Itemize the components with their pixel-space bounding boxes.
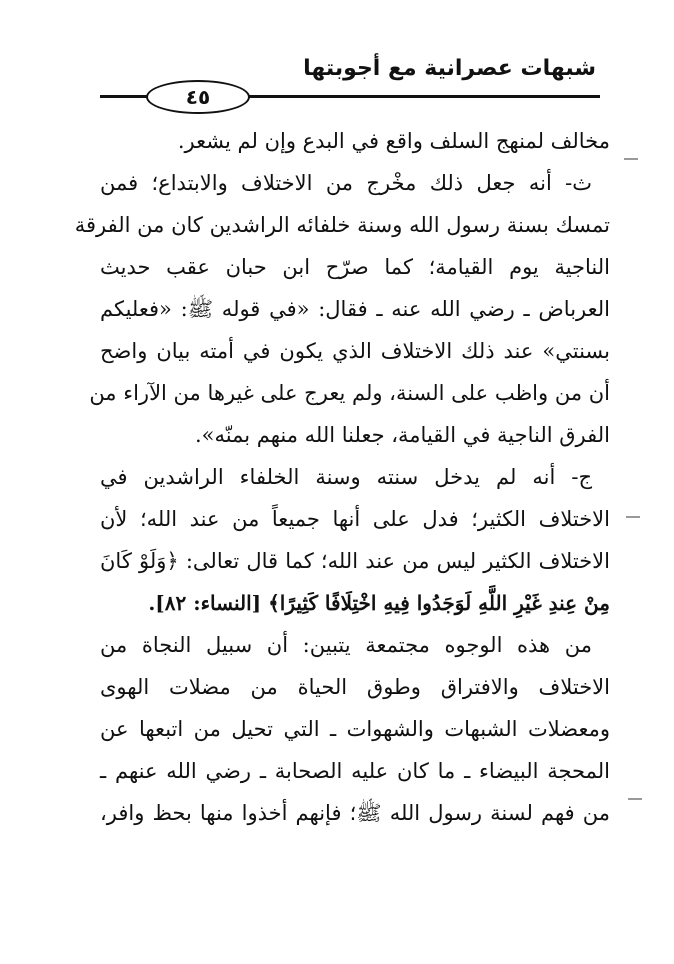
text-line-7: أن من واظب على السنة، ولم يعرج على غيرها من الآراء من xyxy=(89,381,610,405)
margin-mark xyxy=(628,798,642,800)
running-header-title: شبهات عصرانية مع أجوبتها xyxy=(303,56,596,81)
text-line-8: الفرق الناجية في القيامة، جعلنا الله منهم بمنّه». xyxy=(194,423,610,447)
text-line-16: المحجة البيضاء ـ ما كان عليه الصحابة ـ رضي الله عنهم ـ xyxy=(100,759,610,783)
text-line-6: بسنتي» عند ذلك الاختلاف الذي يكون في أمته بيان واضح xyxy=(100,339,610,363)
page-number: ٤٥ xyxy=(146,80,250,114)
text-line-17: من فهم لسنة رسول الله ﷺ؛ فإنهم أخذوا منها بحظ وافر، xyxy=(100,801,610,825)
margin-mark xyxy=(626,516,640,518)
text-line-13: من هذه الوجوه مجتمعة يتبين: أن سبيل النجاة من xyxy=(100,633,592,657)
body-text xyxy=(74,120,610,834)
text-line-1: مخالف لمنهج السلف واقع في البدع وإن لم يشعر. xyxy=(177,129,610,153)
text-line-10: الاختلاف الكثير؛ فدل على أنها جميعاً من عند الله؛ لأن xyxy=(100,507,610,531)
text-line-3: تمسك بسنة رسول الله وسنة خلفائه الراشدين كان من الفرقة xyxy=(74,213,610,237)
text-line-9: ج- أنه لم يدخل سنته وسنة الخلفاء الراشدين في xyxy=(100,465,592,489)
text-line-4: الناجية يوم القيامة؛ كما صرّح ابن حبان عقب حديث xyxy=(100,255,610,279)
text-line-15: ومعضلات الشبهات والشهوات ـ التي تحيل من اتبعها عن xyxy=(100,717,610,741)
text-line-11: الاختلاف الكثير ليس من عند الله؛ كما قال تعالى: ﴿وَلَوْ كَانَ xyxy=(100,549,610,573)
text-line-2: ث- أنه جعل ذلك مخْرج من الاختلاف والابتداع؛ فمن xyxy=(100,171,592,195)
quran-verse-line: مِنْ عِندِ غَيْرِ اللَّهِ لَوَجَدُوا فِيهِ اخْتِلَافًا كَثِيرًا﴾ [النساء: ٨٢]. xyxy=(148,591,610,615)
text-line-5: العرباض ـ رضي الله عنه ـ فقال: «في قوله ﷺ: «فعليكم xyxy=(100,297,610,321)
margin-mark xyxy=(624,158,638,160)
text-line-14: الاختلاف والافتراق وطوق الحياة من مضلات الهوى xyxy=(100,675,610,699)
